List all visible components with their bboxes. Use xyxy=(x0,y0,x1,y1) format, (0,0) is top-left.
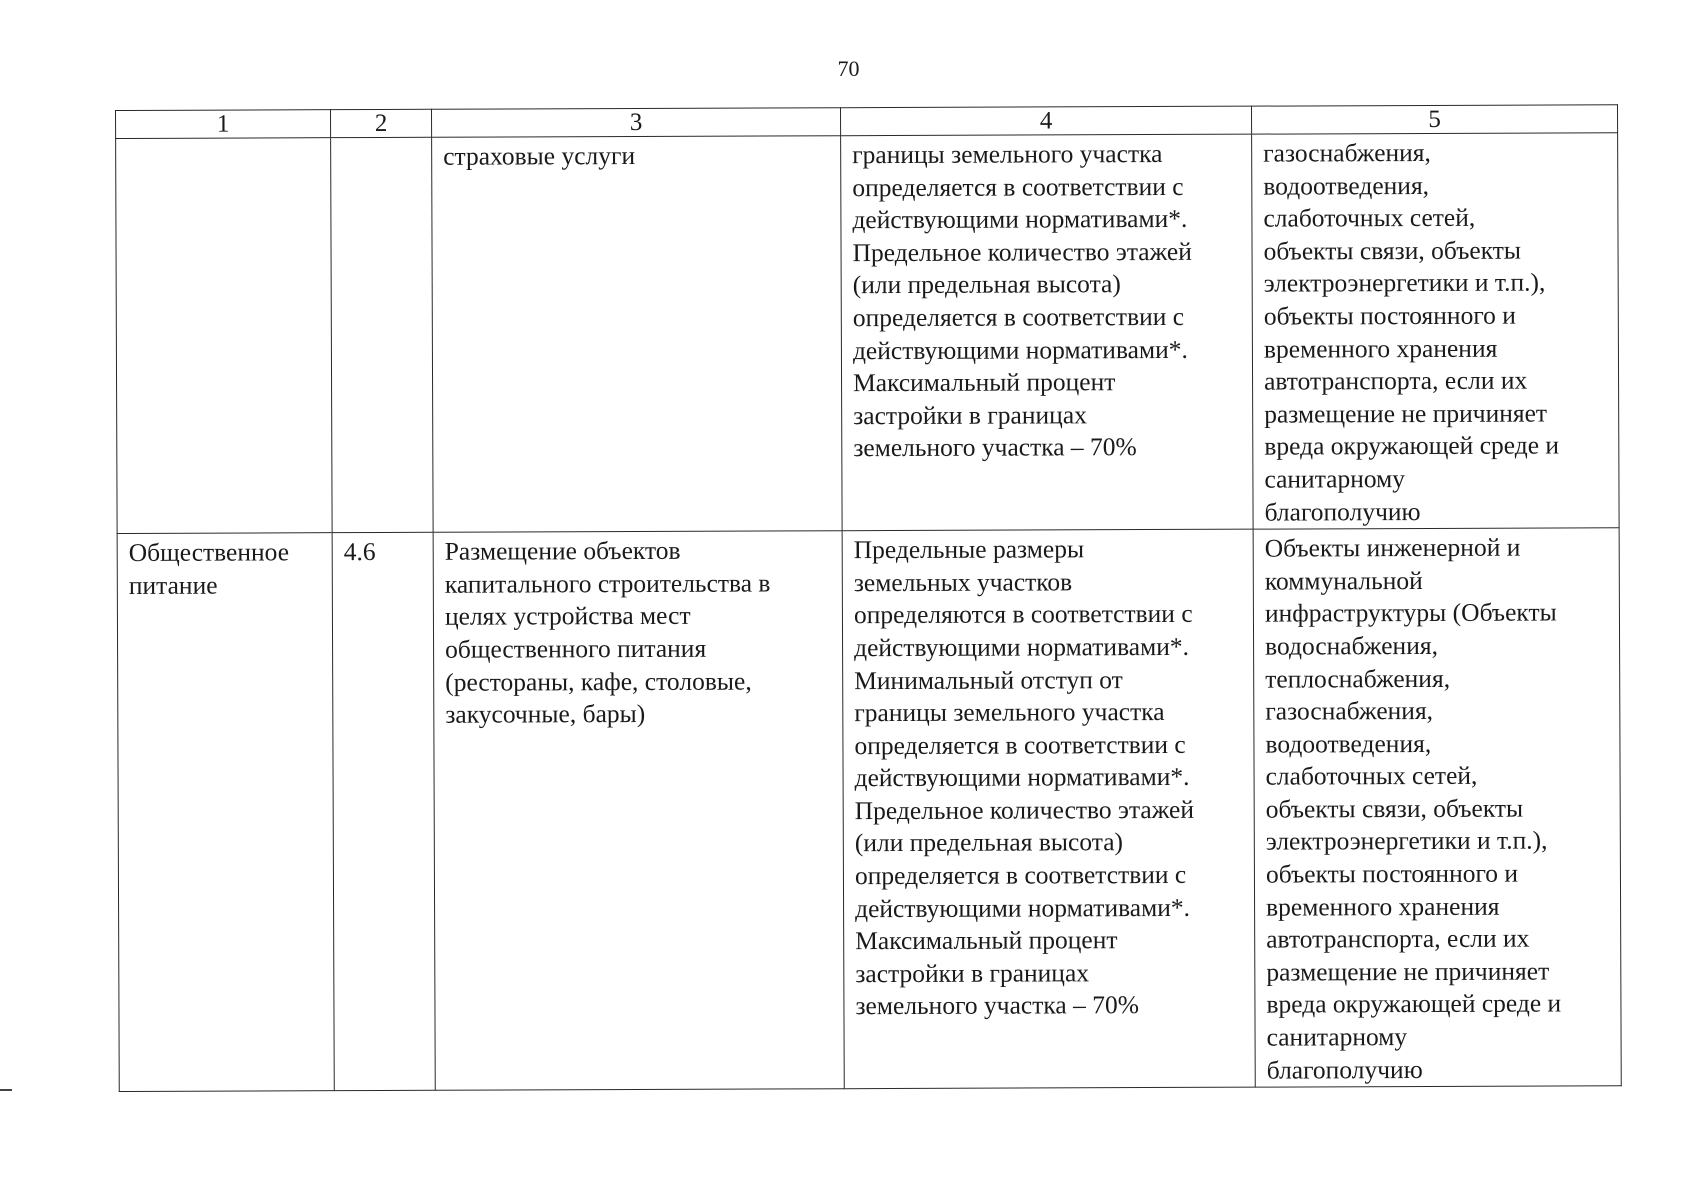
regulations-table xyxy=(115,104,1622,1092)
use-code-cell: 4.6 xyxy=(332,532,435,1090)
table-row xyxy=(117,528,1621,1092)
use-name-cell xyxy=(116,138,333,534)
page-number: 70 xyxy=(837,56,860,81)
column-header-1: 1 xyxy=(116,110,331,139)
column-header-4: 4 xyxy=(840,106,1251,136)
table-row xyxy=(116,133,1620,534)
use-code-cell xyxy=(331,137,434,533)
column-header-5: 5 xyxy=(1251,105,1617,134)
column-header-2: 2 xyxy=(331,109,432,137)
use-description-cell: Размещение объектов капитального строительства в целях устройства мест общественного питания (рестораны, кафе, столовые, закусочные, бары) xyxy=(433,531,844,1091)
auxiliary-uses-cell: Объекты инженерной и коммунальной инфраструктуры (Объекты водоснабжения, теплоснабжения, газоснабжения, водоотведения, слаботочных сетей, объекты связи, объекты электроэнергетики и т.п.), объекты постоянного и временного хранения автотранспорта, если их размещение не причиняет вреда окружающей среде и санитарному благополучию xyxy=(1253,528,1621,1087)
use-name-cell: Общественное питание xyxy=(117,533,334,1092)
auxiliary-uses-cell: газоснабжения, водоотведения, слаботочных сетей, объекты связи, объекты электроэнергетики и т.п.), объекты постоянного и временного хранения автотранспорта, если их размещение не причиняет вреда окружающей среде и санитарному благополучию xyxy=(1252,133,1620,530)
building-parameters-cell: границы земельного участка определяется в соответствии с действующими нормативами*. Предельное количество этажей (или предельная высота) определяется в соответствии с действующими нормативами*. Максимальный процент застройки в границах земельного участка – 70% xyxy=(841,134,1254,531)
scan-edge-mark xyxy=(0,1089,12,1091)
use-description-cell: страховые услуги xyxy=(432,136,843,533)
column-header-3: 3 xyxy=(431,108,840,138)
building-parameters-cell: Предельные размеры земельных участков определяются в соответствии с действующими нормативами*. Минимальный отступ от границы земельного участка определяется в соответствии с действующими нормативами*. Предельное количество этажей (или предельная высота) определяется в соответствии с действующими нормативами*. Максимальный процент застройки в границах земельного участка – 70% xyxy=(842,529,1255,1089)
